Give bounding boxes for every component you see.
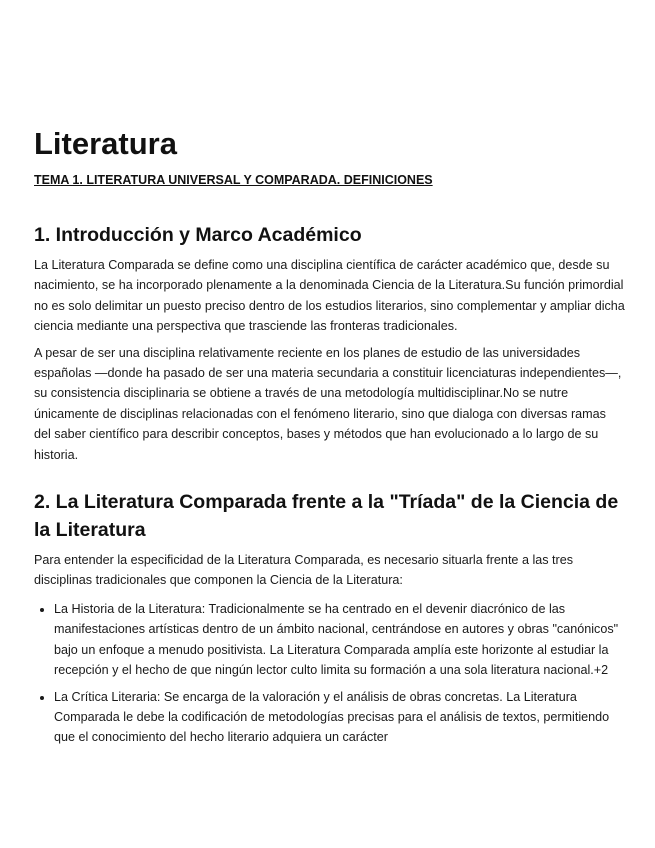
list-item-critica: • La Crítica Literaria: Se encarga de la valoración y el análisis de obras concretas. La Literatura Comparada le debe la codificación de metodologías precisas para el análisis de textos, permitiendo que el conocimiento del hecho literario adquiera un carácter — [54, 687, 625, 748]
section-heading-introduccion: 1. Introducción y Marco Académico — [34, 224, 362, 246]
section-heading-triada: 2. La Literatura Comparada frente a la "Tríada" de la Ciencia de la Literatura — [34, 491, 619, 542]
section1-paragraph-1: La Literatura Comparada se define como una disciplina científica de carácter académico que, desde su nacimiento, se ha incorporado plenamente a la denominada Ciencia de la Literatura.Su función primordial no es solo delimitar un puesto preciso dentro de los estudios literarios, sino complementar y ampliar dicha ciencia mediante una perspectiva que trasciende las fronteras tradicionales. — [34, 258, 625, 334]
document-subtitle: TEMA 1. LITERATURA UNIVERSAL Y COMPARADA. DEFINICIONES — [34, 173, 433, 187]
section2-intro-paragraph: Para entender la especificidad de la Literatura Comparada, es necesario situarla frente a las tres disciplinas tradicionales que componen la Ciencia de la Literatura: — [34, 553, 574, 588]
disciplines-list — [34, 599, 625, 748]
list-item-historia: • La Historia de la Literatura: Tradicionalmente se ha centrado en el devenir diacrónico de las manifestaciones artísticas dentro de un ámbito nacional, centrándose en autores y obras "canónicos" bajo un enfoque a menudo positivista. La Literatura Comparada amplía este horizonte al estudiar la recepción y el hecho de que ningún lector culto limita su formación a una sola literatura nacional.+2 — [54, 599, 625, 681]
page-title: Literatura — [34, 126, 177, 161]
section1-paragraph-2: A pesar de ser una disciplina relativamente reciente en los planes de estudio de las universidades españolas —donde ha pasado de ser una materia secundaria a constituir licenciaturas independientes—, su consistencia disciplinaria se obtiene a través de una metodología multidisciplinar.No se nutre únicamente de disciplinas relacionadas con el fenómeno literario, sino que dialoga con diversas ramas del saber científico para describir conceptos, bases y métodos que han evolucionado a lo largo de su historia. — [34, 345, 622, 462]
